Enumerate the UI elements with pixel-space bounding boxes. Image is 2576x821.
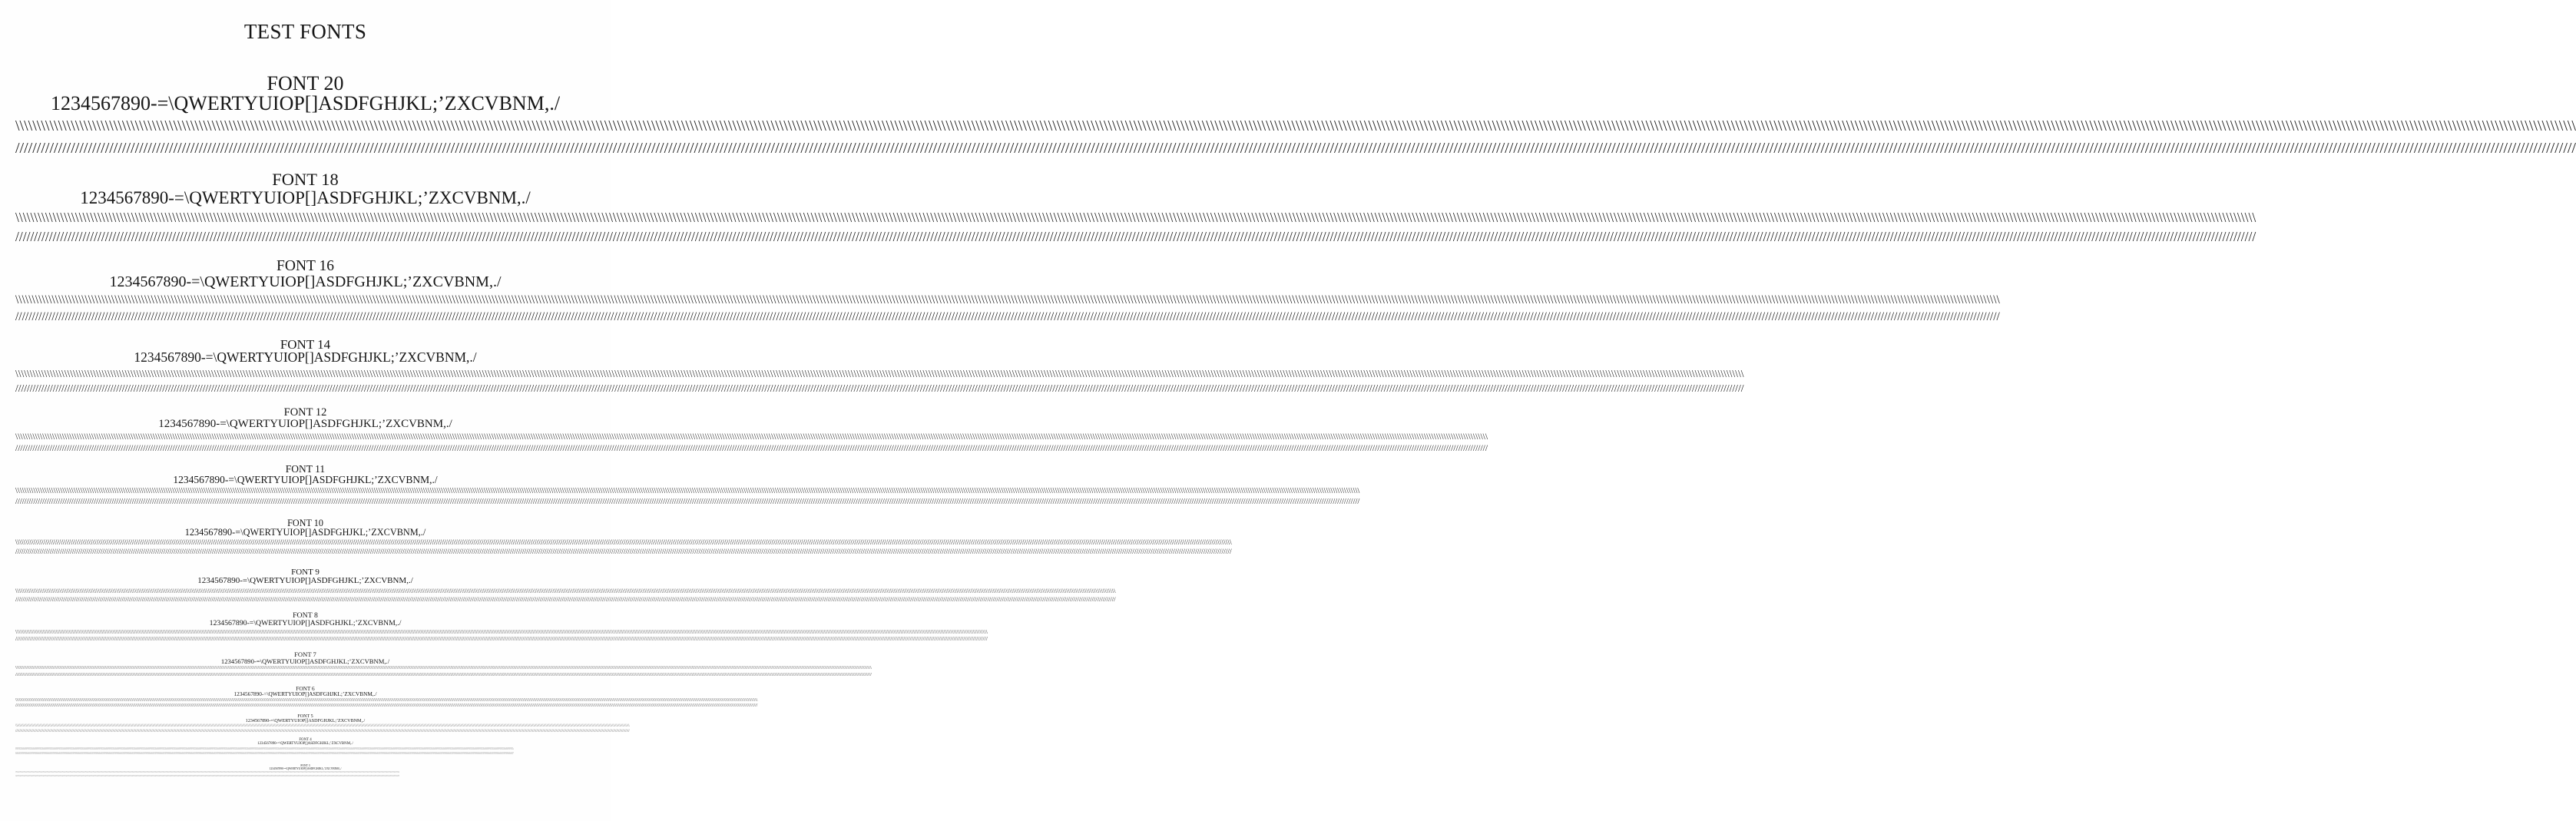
character-sample-line: 1234567890-=\QWERTYUIOP[]ASDFGHJKL;’ZXCVBNM,./ bbox=[233, 690, 377, 698]
backslash-rule: \\\\\\\\\\\\\\\\\\\\\\\\\\\\\\\\\\\\\\\\\\\\\\\\\\\\\\\\\\\\\\\\\\\\\\\\\\\\\\\\\\\\\\\\\\\\\\\\\\\\\\\\\\\\\\\\\\\\\\\\\\\\\\\\\\\\\\\\\\\\\\\\\\\\\\\\\\\\\\\\\\\\\\\\\\\\\\\\\\\\\\\\\\\\\\\\\\\\\\\\\\\\\\\\\\\\\\\\\\\\\\\\\\\\\\\\\\\\\\\\\\\\\\\\\\\\\\\\\\\\\\\\\\\\\\\\\\\\\\\\\\\\\\\\\\\\\\\\\\\\\\\\\\\\\\\\\\\\\\\\\\\\\\\\\\\\\\\\\\\\\\\\\\\\\\\\\\\\\\\\\\\\\\\\\\\\\\\\\\\\\\\\\\\\\\\\\\\\\\\\\\\\\\\\\\\\\\\\\\\\\\\\\\\\\\\\\\\\\\\\\\\\\\\\\\\\\\\\\\\\\\\\\\\\\\\\\\\\\\\\\\\\\\\\\\\\\\\\\\\\\\\\\\\\\\\\\\\\\\\\\\\\\\\\\\\\\\\\\\\\\\\\\\\\\\\\\\\\\\\\\\\\\\\\\\\\\\\\\\\\\\\\\\\\\\\\\\\\\\\\ bbox=[15, 747, 514, 750]
character-sample-line: 1234567890-=\QWERTYUIOP[]ASDFGHJKL;’ZXCVBNM,./ bbox=[80, 187, 531, 207]
character-sample-line: 1234567890-=\QWERTYUIOP[]ASDFGHJKL;’ZXCVBNM,./ bbox=[173, 473, 438, 485]
font-section bbox=[0, 714, 630, 734]
font-section bbox=[0, 518, 1232, 557]
font-size-label: FONT 5 bbox=[297, 714, 313, 719]
font-section bbox=[0, 568, 1116, 603]
font-section bbox=[0, 72, 2576, 157]
forward-slash-rule: //////////////////////////////////////////////////////////////////////////////////////////////////////////////////////////////////////////////////////////////////////////////////////////////////////////////////////////////////////////////////////////////////////////////////////////////////////////////////////////////////////////////////////////////////////////////////////////////////////////////////////////////////////////////////////////////////////////////////////////////////////////////////////////////////////////////////////////////////////////////////////////////////////////////////////// bbox=[15, 635, 988, 643]
backslash-rule: \\\\\\\\\\\\\\\\\\\\\\\\\\\\\\\\\\\\\\\\\\\\\\\\\\\\\\\\\\\\\\\\\\\\\\\\\\\\\\\\\\\\\\\\\\\\\\\\\\\\\\\\\\\\\\\\\\\\\\\\\\\\\\\\\\\\\\\\\\\\\\\\\\\\\\\\\\\\\\\\\\\\\\\\\\\\\\\\\\\\\\\\\\\\\\\\\\\\\\\\\\\\\\\\\\\\\\\\\\\\\\\\\\\\\\\\\\\\\\\\\\\\\\\\\\\\\\\\\\\\\\\\\\\\\\\\\\\\\\\\\\\\\\\\\\\\\\\\\\\\\\\\\\\\\\\\\\\\\\\\\\\\\\\\\\\\\\\\\\\\\\\\\\\\\\\\\\\\\\\\\\\\\\\\\\\\\\\\\\\\\\\\\\\\\\\\\\\\\\\\\\\\\\\\\\\\\\\\\\\\\\\\\\\\\\\\\\\\\\\\\\\\\\\\\\\\\\\\\\\\\\\\\\\\\\\\\\\\\\\\\\\\\\\\\\\\\\\\\\\\\\\\\\\\\\\\\\\\\\\\\\\\\\\\\\\\\\\\\\\\\\\\\\\\\\\\\\\\\\\\\\\\\\\\\\\\\\\\\\\\\\\\\\\\\\\\\\\\\\\\ bbox=[15, 587, 1116, 594]
character-sample-line: 1234567890-=\QWERTYUIOP[]ASDFGHJKL;’ZXCVBNM,./ bbox=[197, 576, 413, 585]
font-size-label: FONT 7 bbox=[294, 651, 316, 658]
backslash-rule: \\\\\\\\\\\\\\\\\\\\\\\\\\\\\\\\\\\\\\\\\\\\\\\\\\\\\\\\\\\\\\\\\\\\\\\\\\\\\\\\\\\\\\\\\\\\\\\\\\\\\\\\\\\\\\\\\\\\\\\\\\\\\\\\\\\\\\\\\\\\\\\\\\\\\\\\\\\\\\\\\\\\\\\\\\\\\\\\\\\\\\\\\\\\\\\\\\\\\\\\\\\\\\\\\\\\\\\\\\\\\\\\\\\\\\\\\\\\\\\\\\\\\\\\\\\\\\\\\\\\\\\\\\\\\\\\\\\\\\\\\\\\\\\\\\\\\\\\\\\\\\\\\\\\\\\\\\\\\\\\\\\\\\\\\\\\\\\\\\\\\\\\\\\\\\\\\\\\\\\\\\\\\\\\\\\\\\\\\\\\\\\\\\\\\\\\\\\\\\\\\\\\\\\\\\\\\\\\\\\\\\\\\\\\\\\\\\\\\\\\\\\\\\\\\\\\\\\\\\\\\\\\\\\\\\\\\\\\\\\\\\\\\\\\\\\\\\\\\\\\\\\\\\\\\\\\\\\\\\\\\\\\\\\\\\\\\\\\\\\\\\\\\\\\\\\\\\\\\\\\\\\\\\\\\\\\\\\\\\\\\\\\\\\\\\\\\\\\\\\\ bbox=[15, 538, 1232, 547]
backslash-rule: \\\\\\\\\\\\\\\\\\\\\\\\\\\\\\\\\\\\\\\\\\\\\\\\\\\\\\\\\\\\\\\\\\\\\\\\\\\\\\\\\\\\\\\\\\\\\\\\\\\\\\\\\\\\\\\\\\\\\\\\\\\\\\\\\\\\\\\\\\\\\\\\\\\\\\\\\\\\\\\\\\\\\\\\\\\\\\\\\\\\\\\\\\\\\\\\\\\\\\\\\\\\\\\\\\\\\\\\\\\\\\\\\\\\\\\\\\\\\\\\\\\\\\\\\\\\\\\\\\\\\\\\\\\\\\\\\\\\\\\\\\\\\\\\\\\\\\\\\\\\\\\\\\\\\\\\\\\\\\\\\\\\\\\\\\\\\\\\\\\\\\\\\\\\\\\\\\\\\\\\\\\\\\\\\\\\\\\\\\\\\\\\\\\\\\\\\\\\\\\\\\\\\\\\\\\\\\\\\\\\\\\\\\\\\\\\\\\\\\\\\\\\\\\\\\\\\\\\\\\\\\\\\\\\\\\\\\\\\\\\\\\\\\\\\\\\\\\\\\\\\\\\\\\\\\\\\\\\\\\\\\\\\\\\\\\\\\\\\\\\\\\\\\\\\\\\\\\\\\\\\\\\\\\\\\\\\\\\\\\\\\\\\\\\\\\\\\\\\\\\ bbox=[15, 293, 2000, 306]
character-sample-line: 1234567890-=\QWERTYUIOP[]ASDFGHJKL;’ZXCVBNM,./ bbox=[209, 618, 402, 627]
font-section bbox=[0, 739, 611, 756]
character-sample-line: 1234567890-=\QWERTYUIOP[]ASDFGHJKL;’ZXCVBNM,./ bbox=[269, 766, 342, 770]
font-size-label: FONT 10 bbox=[287, 518, 323, 528]
font-size-label: FONT 12 bbox=[283, 406, 327, 419]
character-sample-line: 1234567890-=\QWERTYUIOP[]ASDFGHJKL;’ZXCVBNM,./ bbox=[257, 741, 353, 746]
font-size-label: FONT 6 bbox=[296, 685, 315, 692]
font-size-label: FONT 8 bbox=[293, 611, 318, 620]
character-sample-line: 1234567890-=\QWERTYUIOP[]ASDFGHJKL;’ZXCVBNM,./ bbox=[134, 349, 477, 365]
font-section bbox=[0, 651, 872, 678]
font-section bbox=[0, 337, 1744, 394]
font-size-label: FONT 16 bbox=[276, 258, 334, 274]
forward-slash-rule: //////////////////////////////////////////////////////////////////////////////////////////////////////////////////////////////////////////////////////////////////////////////////////////////////////////////////////////////////////////////////////////////////////////////////////////////////////////////////////////////////////////////////////////////////////////////////////////////////////////////////////////////////////////////////////////////////////////////////////////////////////////////////////////////////////////////////////////////////////////////////////////////////////////////////////// bbox=[15, 703, 758, 709]
forward-slash-rule: //////////////////////////////////////////////////////////////////////////////////////////////////////////////////////////////////////////////////////////////////////////////////////////////////////////////////////////////////////////////////////////////////////////////////////////////////////////////////////////////////////////////////////////////////////////////////////////////////////////////////////////////////////////////////////////////////////////////////////////////////////////////////////////////////////////////////////////////////////////////////////////////////////////////////////// bbox=[15, 444, 1488, 453]
backslash-rule: \\\\\\\\\\\\\\\\\\\\\\\\\\\\\\\\\\\\\\\\\\\\\\\\\\\\\\\\\\\\\\\\\\\\\\\\\\\\\\\\\\\\\\\\\\\\\\\\\\\\\\\\\\\\\\\\\\\\\\\\\\\\\\\\\\\\\\\\\\\\\\\\\\\\\\\\\\\\\\\\\\\\\\\\\\\\\\\\\\\\\\\\\\\\\\\\\\\\\\\\\\\\\\\\\\\\\\\\\\\\\\\\\\\\\\\\\\\\\\\\\\\\\\\\\\\\\\\\\\\\\\\\\\\\\\\\\\\\\\\\\\\\\\\\\\\\\\\\\\\\\\\\\\\\\\\\\\\\\\\\\\\\\\\\\\\\\\\\\\\\\\\\\\\\\\\\\\\\\\\\\\\\\\\\\\\\\\\\\\\\\\\\\\\\\\\\\\\\\\\\\\\\\\\\\\\\\\\\\\\\\\\\\\\\\\\\\\\\\\\\\\\\\\\\\\\\\\\\\\\\\\\\\\\\\\\\\\\\\\\\\\\\\\\\\\\\\\\\\\\\\\\\\\\\\\\\\\\\\\\\\\\\\\\\\\\\\\\\\\\\\\\\\\\\\\\\\\\\\\\\\\\\\\\\\\\\\\\\\\\\\\\\\\\\\\\\\\\\\\\\ bbox=[15, 432, 1488, 442]
page-title: TEST FONTS bbox=[243, 20, 367, 43]
font-section bbox=[0, 463, 1360, 506]
font-section bbox=[0, 406, 1488, 454]
backslash-rule: \\\\\\\\\\\\\\\\\\\\\\\\\\\\\\\\\\\\\\\\\\\\\\\\\\\\\\\\\\\\\\\\\\\\\\\\\\\\\\\\\\\\\\\\\\\\\\\\\\\\\\\\\\\\\\\\\\\\\\\\\\\\\\\\\\\\\\\\\\\\\\\\\\\\\\\\\\\\\\\\\\\\\\\\\\\\\\\\\\\\\\\\\\\\\\\\\\\\\\\\\\\\\\\\\\\\\\\\\\\\\\\\\\\\\\\\\\\\\\\\\\\\\\\\\\\\\\\\\\\\\\\\\\\\\\\\\\\\\\\\\\\\\\\\\\\\\\\\\\\\\\\\\\\\\\\\\\\\\\\\\\\\\\\\\\\\\\\\\\\\\\\\\\\\\\\\\\\\\\\\\\\\\\\\\\\\\\\\\\\\\\\\\\\\\\\\\\\\\\\\\\\\\\\\\\\\\\\\\\\\\\\\\\\\\\\\\\\\\\\\\\\\\\\\\\\\\\\\\\\\\\\\\\\\\\\\\\\\\\\\\\\\\\\\\\\\\\\\\\\\\\\\\\\\\\\\\\\\\\\\\\\\\\\\\\\\\\\\\\\\\\\\\\\\\\\\\\\\\\\\\\\\\\\\\\\\\\\\\\\\\\\\\\\\\\\\\\\\\\\\ bbox=[15, 665, 872, 671]
forward-slash-rule: //////////////////////////////////////////////////////////////////////////////////////////////////////////////////////////////////////////////////////////////////////////////////////////////////////////////////////////////////////////////////////////////////////////////////////////////////////////////////////////////////////////////////////////////////////////////////////////////////////////////////////////////////////////////////////////////////////////////////////////////////////////////////////////////////////////////////////////////////////////////////////////////////////////////////////// bbox=[15, 497, 1360, 506]
font-section bbox=[0, 765, 611, 777]
font-size-label: FONT 18 bbox=[272, 170, 339, 189]
font-section bbox=[0, 170, 2256, 244]
forward-slash-rule: //////////////////////////////////////////////////////////////////////////////////////////////////////////////////////////////////////////////////////////////////////////////////////////////////////////////////////////////////////////////////////////////////////////////////////////////////////////////////////////////////////////////////////////////////////////////////////////////////////////////////////////////////////////////////////////////////////////////////////////////////////////////////////////////////////////////////////////////////////////////////////////////////////////////////////// bbox=[15, 548, 1232, 556]
forward-slash-rule: //////////////////////////////////////////////////////////////////////////////////////////////////////////////////////////////////////////////////////////////////////////////////////////////////////////////////////////////////////////////////////////////////////////////////////////////////////////////////////////////////////////////////////////////////////////////////////////////////////////////////////////////////////////////////////////////////////////////////////////////////////////////////////////////////////////////////////////////////////////////////////////////////////////////////////// bbox=[15, 774, 400, 778]
font-size-label: FONT 4 bbox=[299, 738, 312, 742]
forward-slash-rule: //////////////////////////////////////////////////////////////////////////////////////////////////////////////////////////////////////////////////////////////////////////////////////////////////////////////////////////////////////////////////////////////////////////////////////////////////////////////////////////////////////////////////////////////////////////////////////////////////////////////////////////////////////////////////////////////////////////////////////////////////////////////////////////////////////////////////////////////////////////////////////////////////////////////////////// bbox=[15, 729, 630, 733]
font-size-label: FONT 3 bbox=[300, 764, 310, 767]
backslash-rule: \\\\\\\\\\\\\\\\\\\\\\\\\\\\\\\\\\\\\\\\\\\\\\\\\\\\\\\\\\\\\\\\\\\\\\\\\\\\\\\\\\\\\\\\\\\\\\\\\\\\\\\\\\\\\\\\\\\\\\\\\\\\\\\\\\\\\\\\\\\\\\\\\\\\\\\\\\\\\\\\\\\\\\\\\\\\\\\\\\\\\\\\\\\\\\\\\\\\\\\\\\\\\\\\\\\\\\\\\\\\\\\\\\\\\\\\\\\\\\\\\\\\\\\\\\\\\\\\\\\\\\\\\\\\\\\\\\\\\\\\\\\\\\\\\\\\\\\\\\\\\\\\\\\\\\\\\\\\\\\\\\\\\\\\\\\\\\\\\\\\\\\\\\\\\\\\\\\\\\\\\\\\\\\\\\\\\\\\\\\\\\\\\\\\\\\\\\\\\\\\\\\\\\\\\\\\\\\\\\\\\\\\\\\\\\\\\\\\\\\\\\\\\\\\\\\\\\\\\\\\\\\\\\\\\\\\\\\\\\\\\\\\\\\\\\\\\\\\\\\\\\\\\\\\\\\\\\\\\\\\\\\\\\\\\\\\\\\\\\\\\\\\\\\\\\\\\\\\\\\\\\\\\\\\\\\\\\\\\\\\\\\\\\\\\\\\\\\\\\\\ bbox=[15, 724, 630, 729]
forward-slash-rule: //////////////////////////////////////////////////////////////////////////////////////////////////////////////////////////////////////////////////////////////////////////////////////////////////////////////////////////////////////////////////////////////////////////////////////////////////////////////////////////////////////////////////////////////////////////////////////////////////////////////////////////////////////////////////////////////////////////////////////////////////////////////////////////////////////////////////////////////////////////////////////////////////////////////////////// bbox=[15, 671, 872, 677]
character-sample-line: 1234567890-=\QWERTYUIOP[]ASDFGHJKL;’ZXCVBNM,./ bbox=[220, 657, 390, 665]
forward-slash-rule: //////////////////////////////////////////////////////////////////////////////////////////////////////////////////////////////////////////////////////////////////////////////////////////////////////////////////////////////////////////////////////////////////////////////////////////////////////////////////////////////////////////////////////////////////////////////////////////////////////////////////////////////////////////////////////////////////////////////////////////////////////////////////////////////////////////////////////////////////////////////////////////////////////////////////////// bbox=[15, 382, 1744, 394]
character-sample-line: 1234567890-=\QWERTYUIOP[]ASDFGHJKL;’ZXCVBNM,./ bbox=[50, 92, 561, 114]
forward-slash-rule: //////////////////////////////////////////////////////////////////////////////////////////////////////////////////////////////////////////////////////////////////////////////////////////////////////////////////////////////////////////////////////////////////////////////////////////////////////////////////////////////////////////////////////////////////////////////////////////////////////////////////////////////////////////////////////////////////////////////////////////////////////////////////////////////////////////////////////////////////////////////////////////////////////////////////////// bbox=[15, 751, 514, 755]
forward-slash-rule: //////////////////////////////////////////////////////////////////////////////////////////////////////////////////////////////////////////////////////////////////////////////////////////////////////////////////////////////////////////////////////////////////////////////////////////////////////////////////////////////////////////////////////////////////////////////////////////////////////////////////////////////////////////////////////////////////////////////////////////////////////////////////////////////////////////////////////////////////////////////////////////////////////////////////////// bbox=[15, 229, 2256, 244]
font-size-label: FONT 14 bbox=[280, 337, 331, 352]
font-section bbox=[0, 685, 758, 709]
backslash-rule: \\\\\\\\\\\\\\\\\\\\\\\\\\\\\\\\\\\\\\\\\\\\\\\\\\\\\\\\\\\\\\\\\\\\\\\\\\\\\\\\\\\\\\\\\\\\\\\\\\\\\\\\\\\\\\\\\\\\\\\\\\\\\\\\\\\\\\\\\\\\\\\\\\\\\\\\\\\\\\\\\\\\\\\\\\\\\\\\\\\\\\\\\\\\\\\\\\\\\\\\\\\\\\\\\\\\\\\\\\\\\\\\\\\\\\\\\\\\\\\\\\\\\\\\\\\\\\\\\\\\\\\\\\\\\\\\\\\\\\\\\\\\\\\\\\\\\\\\\\\\\\\\\\\\\\\\\\\\\\\\\\\\\\\\\\\\\\\\\\\\\\\\\\\\\\\\\\\\\\\\\\\\\\\\\\\\\\\\\\\\\\\\\\\\\\\\\\\\\\\\\\\\\\\\\\\\\\\\\\\\\\\\\\\\\\\\\\\\\\\\\\\\\\\\\\\\\\\\\\\\\\\\\\\\\\\\\\\\\\\\\\\\\\\\\\\\\\\\\\\\\\\\\\\\\\\\\\\\\\\\\\\\\\\\\\\\\\\\\\\\\\\\\\\\\\\\\\\\\\\\\\\\\\\\\\\\\\\\\\\\\\\\\\\\\\\\\\\\\\\\ bbox=[15, 367, 1744, 379]
character-sample-line: 1234567890-=\QWERTYUIOP[]ASDFGHJKL;’ZXCVBNM,./ bbox=[245, 719, 366, 724]
backslash-rule: \\\\\\\\\\\\\\\\\\\\\\\\\\\\\\\\\\\\\\\\\\\\\\\\\\\\\\\\\\\\\\\\\\\\\\\\\\\\\\\\\\\\\\\\\\\\\\\\\\\\\\\\\\\\\\\\\\\\\\\\\\\\\\\\\\\\\\\\\\\\\\\\\\\\\\\\\\\\\\\\\\\\\\\\\\\\\\\\\\\\\\\\\\\\\\\\\\\\\\\\\\\\\\\\\\\\\\\\\\\\\\\\\\\\\\\\\\\\\\\\\\\\\\\\\\\\\\\\\\\\\\\\\\\\\\\\\\\\\\\\\\\\\\\\\\\\\\\\\\\\\\\\\\\\\\\\\\\\\\\\\\\\\\\\\\\\\\\\\\\\\\\\\\\\\\\\\\\\\\\\\\\\\\\\\\\\\\\\\\\\\\\\\\\\\\\\\\\\\\\\\\\\\\\\\\\\\\\\\\\\\\\\\\\\\\\\\\\\\\\\\\\\\\\\\\\\\\\\\\\\\\\\\\\\\\\\\\\\\\\\\\\\\\\\\\\\\\\\\\\\\\\\\\\\\\\\\\\\\\\\\\\\\\\\\\\\\\\\\\\\\\\\\\\\\\\\\\\\\\\\\\\\\\\\\\\\\\\\\\\\\\\\\\\\\\\\\\\\\\\\ bbox=[15, 487, 1360, 495]
backslash-rule: \\\\\\\\\\\\\\\\\\\\\\\\\\\\\\\\\\\\\\\\\\\\\\\\\\\\\\\\\\\\\\\\\\\\\\\\\\\\\\\\\\\\\\\\\\\\\\\\\\\\\\\\\\\\\\\\\\\\\\\\\\\\\\\\\\\\\\\\\\\\\\\\\\\\\\\\\\\\\\\\\\\\\\\\\\\\\\\\\\\\\\\\\\\\\\\\\\\\\\\\\\\\\\\\\\\\\\\\\\\\\\\\\\\\\\\\\\\\\\\\\\\\\\\\\\\\\\\\\\\\\\\\\\\\\\\\\\\\\\\\\\\\\\\\\\\\\\\\\\\\\\\\\\\\\\\\\\\\\\\\\\\\\\\\\\\\\\\\\\\\\\\\\\\\\\\\\\\\\\\\\\\\\\\\\\\\\\\\\\\\\\\\\\\\\\\\\\\\\\\\\\\\\\\\\\\\\\\\\\\\\\\\\\\\\\\\\\\\\\\\\\\\\\\\\\\\\\\\\\\\\\\\\\\\\\\\\\\\\\\\\\\\\\\\\\\\\\\\\\\\\\\\\\\\\\\\\\\\\\\\\\\\\\\\\\\\\\\\\\\\\\\\\\\\\\\\\\\\\\\\\\\\\\\\\\\\\\\\\\\\\\\\\\\\\\\\\\\\\\\\ bbox=[15, 118, 2576, 134]
backslash-rule: \\\\\\\\\\\\\\\\\\\\\\\\\\\\\\\\\\\\\\\\\\\\\\\\\\\\\\\\\\\\\\\\\\\\\\\\\\\\\\\\\\\\\\\\\\\\\\\\\\\\\\\\\\\\\\\\\\\\\\\\\\\\\\\\\\\\\\\\\\\\\\\\\\\\\\\\\\\\\\\\\\\\\\\\\\\\\\\\\\\\\\\\\\\\\\\\\\\\\\\\\\\\\\\\\\\\\\\\\\\\\\\\\\\\\\\\\\\\\\\\\\\\\\\\\\\\\\\\\\\\\\\\\\\\\\\\\\\\\\\\\\\\\\\\\\\\\\\\\\\\\\\\\\\\\\\\\\\\\\\\\\\\\\\\\\\\\\\\\\\\\\\\\\\\\\\\\\\\\\\\\\\\\\\\\\\\\\\\\\\\\\\\\\\\\\\\\\\\\\\\\\\\\\\\\\\\\\\\\\\\\\\\\\\\\\\\\\\\\\\\\\\\\\\\\\\\\\\\\\\\\\\\\\\\\\\\\\\\\\\\\\\\\\\\\\\\\\\\\\\\\\\\\\\\\\\\\\\\\\\\\\\\\\\\\\\\\\\\\\\\\\\\\\\\\\\\\\\\\\\\\\\\\\\\\\\\\\\\\\\\\\\\\\\\\\\\\\\\\\\\ bbox=[15, 209, 2256, 225]
character-sample-line: 1234567890-=\QWERTYUIOP[]ASDFGHJKL;’ZXCVBNM,./ bbox=[184, 527, 426, 538]
font-section bbox=[0, 258, 2000, 323]
forward-slash-rule: //////////////////////////////////////////////////////////////////////////////////////////////////////////////////////////////////////////////////////////////////////////////////////////////////////////////////////////////////////////////////////////////////////////////////////////////////////////////////////////////////////////////////////////////////////////////////////////////////////////////////////////////////////////////////////////////////////////////////////////////////////////////////////////////////////////////////////////////////////////////////////////////////////////////////////// bbox=[15, 310, 2000, 323]
backslash-rule: \\\\\\\\\\\\\\\\\\\\\\\\\\\\\\\\\\\\\\\\\\\\\\\\\\\\\\\\\\\\\\\\\\\\\\\\\\\\\\\\\\\\\\\\\\\\\\\\\\\\\\\\\\\\\\\\\\\\\\\\\\\\\\\\\\\\\\\\\\\\\\\\\\\\\\\\\\\\\\\\\\\\\\\\\\\\\\\\\\\\\\\\\\\\\\\\\\\\\\\\\\\\\\\\\\\\\\\\\\\\\\\\\\\\\\\\\\\\\\\\\\\\\\\\\\\\\\\\\\\\\\\\\\\\\\\\\\\\\\\\\\\\\\\\\\\\\\\\\\\\\\\\\\\\\\\\\\\\\\\\\\\\\\\\\\\\\\\\\\\\\\\\\\\\\\\\\\\\\\\\\\\\\\\\\\\\\\\\\\\\\\\\\\\\\\\\\\\\\\\\\\\\\\\\\\\\\\\\\\\\\\\\\\\\\\\\\\\\\\\\\\\\\\\\\\\\\\\\\\\\\\\\\\\\\\\\\\\\\\\\\\\\\\\\\\\\\\\\\\\\\\\\\\\\\\\\\\\\\\\\\\\\\\\\\\\\\\\\\\\\\\\\\\\\\\\\\\\\\\\\\\\\\\\\\\\\\\\\\\\\\\\\\\\\\\\\\\\\\\\\ bbox=[15, 697, 758, 703]
forward-slash-rule: //////////////////////////////////////////////////////////////////////////////////////////////////////////////////////////////////////////////////////////////////////////////////////////////////////////////////////////////////////////////////////////////////////////////////////////////////////////////////////////////////////////////////////////////////////////////////////////////////////////////////////////////////////////////////////////////////////////////////////////////////////////////////////////////////////////////////////////////////////////////////////////////////////////////////////// bbox=[15, 594, 1116, 603]
font-size-label: FONT 11 bbox=[285, 463, 326, 475]
font-size-label: FONT 20 bbox=[267, 72, 344, 94]
forward-slash-rule: //////////////////////////////////////////////////////////////////////////////////////////////////////////////////////////////////////////////////////////////////////////////////////////////////////////////////////////////////////////////////////////////////////////////////////////////////////////////////////////////////////////////////////////////////////////////////////////////////////////////////////////////////////////////////////////////////////////////////////////////////////////////////////////////////////////////////////////////////////////////////////////////////////////////////////// bbox=[15, 140, 2576, 157]
backslash-rule: \\\\\\\\\\\\\\\\\\\\\\\\\\\\\\\\\\\\\\\\\\\\\\\\\\\\\\\\\\\\\\\\\\\\\\\\\\\\\\\\\\\\\\\\\\\\\\\\\\\\\\\\\\\\\\\\\\\\\\\\\\\\\\\\\\\\\\\\\\\\\\\\\\\\\\\\\\\\\\\\\\\\\\\\\\\\\\\\\\\\\\\\\\\\\\\\\\\\\\\\\\\\\\\\\\\\\\\\\\\\\\\\\\\\\\\\\\\\\\\\\\\\\\\\\\\\\\\\\\\\\\\\\\\\\\\\\\\\\\\\\\\\\\\\\\\\\\\\\\\\\\\\\\\\\\\\\\\\\\\\\\\\\\\\\\\\\\\\\\\\\\\\\\\\\\\\\\\\\\\\\\\\\\\\\\\\\\\\\\\\\\\\\\\\\\\\\\\\\\\\\\\\\\\\\\\\\\\\\\\\\\\\\\\\\\\\\\\\\\\\\\\\\\\\\\\\\\\\\\\\\\\\\\\\\\\\\\\\\\\\\\\\\\\\\\\\\\\\\\\\\\\\\\\\\\\\\\\\\\\\\\\\\\\\\\\\\\\\\\\\\\\\\\\\\\\\\\\\\\\\\\\\\\\\\\\\\\\\\\\\\\\\\\\\\\\\\\\\\\\\ bbox=[15, 770, 400, 774]
font-section bbox=[0, 611, 988, 643]
backslash-rule: \\\\\\\\\\\\\\\\\\\\\\\\\\\\\\\\\\\\\\\\\\\\\\\\\\\\\\\\\\\\\\\\\\\\\\\\\\\\\\\\\\\\\\\\\\\\\\\\\\\\\\\\\\\\\\\\\\\\\\\\\\\\\\\\\\\\\\\\\\\\\\\\\\\\\\\\\\\\\\\\\\\\\\\\\\\\\\\\\\\\\\\\\\\\\\\\\\\\\\\\\\\\\\\\\\\\\\\\\\\\\\\\\\\\\\\\\\\\\\\\\\\\\\\\\\\\\\\\\\\\\\\\\\\\\\\\\\\\\\\\\\\\\\\\\\\\\\\\\\\\\\\\\\\\\\\\\\\\\\\\\\\\\\\\\\\\\\\\\\\\\\\\\\\\\\\\\\\\\\\\\\\\\\\\\\\\\\\\\\\\\\\\\\\\\\\\\\\\\\\\\\\\\\\\\\\\\\\\\\\\\\\\\\\\\\\\\\\\\\\\\\\\\\\\\\\\\\\\\\\\\\\\\\\\\\\\\\\\\\\\\\\\\\\\\\\\\\\\\\\\\\\\\\\\\\\\\\\\\\\\\\\\\\\\\\\\\\\\\\\\\\\\\\\\\\\\\\\\\\\\\\\\\\\\\\\\\\\\\\\\\\\\\\\\\\\\\\\\\\\\ bbox=[15, 627, 988, 635]
character-sample-line: 1234567890-=\QWERTYUIOP[]ASDFGHJKL;’ZXCVBNM,./ bbox=[158, 417, 452, 430]
font-size-label: FONT 9 bbox=[291, 568, 320, 577]
character-sample-line: 1234567890-=\QWERTYUIOP[]ASDFGHJKL;’ZXCVBNM,./ bbox=[109, 273, 502, 290]
